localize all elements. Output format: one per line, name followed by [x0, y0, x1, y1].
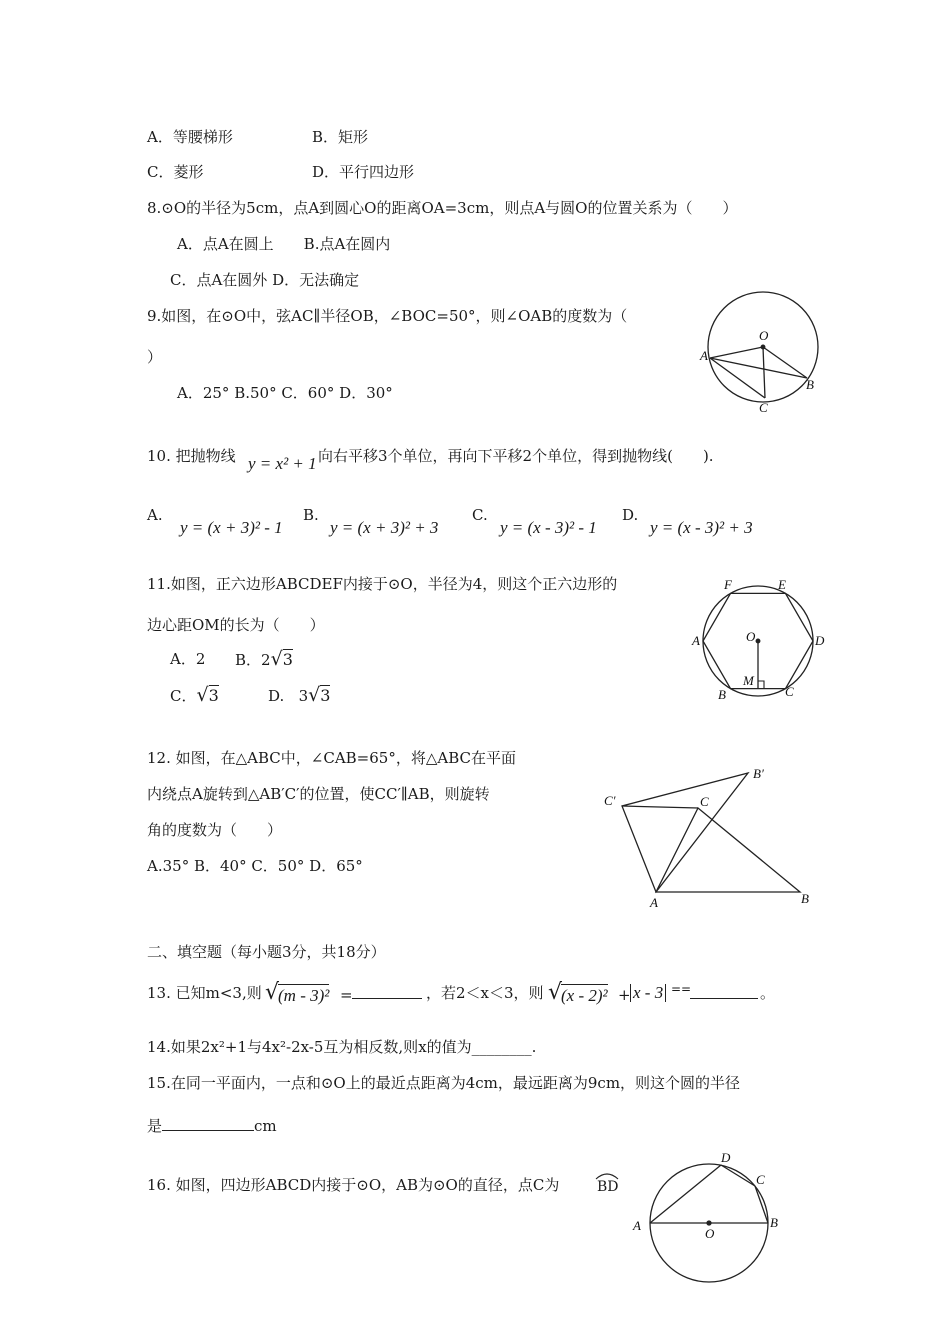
q9-label-a: A: [700, 348, 708, 363]
q13-blank-1: [352, 984, 422, 1003]
q11-stem-2: 边心距OM的长为（ ）: [147, 616, 325, 634]
q9-stem-1: 9.如图，在⊙O中，弦AC∥半径OB，∠BOC=50°，则∠OAB的度数为（: [147, 307, 628, 325]
q16-stem: 16. 如图，四边形ABCD内接于⊙O，AB为⊙O的直径，点C为: [147, 1176, 560, 1194]
q13-blank-2: [690, 984, 758, 1003]
q12-rotation-figure: [598, 760, 828, 910]
q14-text: 14.如果2x²+1与4x²-2x-5互为相反数,则x的值为________.: [147, 1038, 537, 1056]
q11-hexagon-figure: [688, 575, 828, 705]
q13-radical-1: (m - 3)²: [278, 986, 330, 1005]
q8-stem: 8.⊙O的半径为5cm，点A到圆心O的距离OA=3cm，则点A与圆O的位置关系为（ ）: [147, 199, 738, 217]
q16-label-d: D: [721, 1150, 731, 1165]
q9-label-b: B: [806, 377, 814, 392]
q16-label-c: C: [756, 1172, 765, 1187]
q13-eq: ==: [671, 982, 692, 996]
q11-label-c: C: [785, 684, 794, 699]
q16-label-b: B: [770, 1215, 778, 1230]
q16-arc-label: BD: [597, 1178, 619, 1196]
q13-end: 。: [760, 984, 776, 1002]
q11-label-o: O: [746, 629, 756, 644]
q9-label-o: O: [759, 328, 769, 343]
q12-stem-1: 12. 如图，在△ABC中，∠CAB=65°，将△ABC在平面: [147, 749, 516, 767]
q12-stem-3: 角的度数为（ ）: [147, 821, 283, 839]
q12-options: A.35° B．40° C．50° D．65°: [147, 857, 363, 875]
q8-options-1: A．点A在圆上 B.点A在圆内: [177, 235, 391, 253]
q11-option-a: A．2: [170, 650, 206, 668]
q10-formula: y = x² + 1: [248, 454, 317, 473]
q11-stem-1: 11.如图，正六边形ABCDEF内接于⊙O，半径为4，则这个正六边形的: [147, 575, 618, 593]
q7-option-b: B．矩形: [312, 128, 369, 146]
q9-circle-figure: [695, 290, 835, 420]
q7-option-a: A．等腰梯形: [147, 128, 233, 146]
q16-label-a: A: [633, 1218, 641, 1233]
q11-label-a: A: [692, 633, 700, 648]
q11-option-b: B．2√3: [235, 648, 293, 670]
q13-abs: x - 3: [630, 984, 666, 1002]
q10-option-b: y = (x + 3)² + 3: [330, 518, 439, 537]
q16-label-o: O: [705, 1226, 715, 1241]
q13-radical-2: (x - 2)²: [561, 986, 608, 1005]
q10-option-d-letter: D.: [622, 506, 639, 524]
q11-label-d: D: [815, 633, 825, 648]
q11-label-f: F: [724, 577, 732, 592]
q9-label-c: C: [759, 400, 768, 415]
q11-label-b: B: [718, 687, 726, 702]
q10-option-a-letter: A.: [147, 506, 163, 524]
q12-stem-2: 内绕点A旋转到△AB′C′的位置，使CC′∥AB，则旋转: [147, 785, 490, 803]
q10-option-b-letter: B.: [303, 506, 319, 524]
q15-line-2: 是 cm: [147, 1117, 277, 1135]
q12-label-a: A: [650, 895, 658, 910]
q11-label-e: E: [778, 577, 786, 592]
q7-option-c: C．菱形: [147, 163, 204, 181]
q10-stem-before: 10. 把抛物线: [147, 447, 236, 465]
q13-prefix: 13. 已知m<3,则: [147, 984, 262, 1002]
q11-option-d: D. 3√3: [268, 684, 331, 706]
q9-stem-2: ）: [147, 348, 163, 366]
q9-options: A．25° B.50° C．60° D．30°: [177, 384, 393, 402]
q16-quadrilateral-figure: [625, 1138, 795, 1288]
q12-label-c-prime: C′: [604, 793, 616, 808]
q11-option-c: C．√3: [170, 684, 219, 706]
q12-label-b-prime: B′: [753, 766, 764, 781]
q12-label-c: C: [700, 794, 709, 809]
q10-option-a: y = (x + 3)² - 1: [180, 518, 283, 537]
q10-option-c: y = (x - 3)² - 1: [500, 518, 597, 537]
q12-triangle-abc: [656, 808, 800, 892]
q8-options-2: C．点A在圆外 D．无法确定: [170, 271, 360, 289]
q13-mid: ，若2＜x＜3，则: [426, 984, 544, 1002]
section-2-heading: 二、填空题（每小题3分，共18分）: [147, 943, 386, 961]
q11-label-m: M: [743, 673, 754, 688]
q12-triangle-ab1c1: [622, 773, 748, 892]
q10-option-c-letter: C.: [472, 506, 488, 524]
q10-stem-after: 向右平移3个单位，再向下平移2个单位，得到抛物线( ).: [318, 447, 714, 465]
q7-option-d: D．平行四边形: [312, 163, 415, 181]
q12-label-b: B: [801, 891, 809, 906]
q10-option-d: y = (x - 3)² + 3: [650, 518, 753, 537]
q15-line-1: 15.在同一平面内，一点和⊙O上的最近点距离为4cm，最远距离为9cm，则这个圆的半径: [147, 1074, 741, 1092]
